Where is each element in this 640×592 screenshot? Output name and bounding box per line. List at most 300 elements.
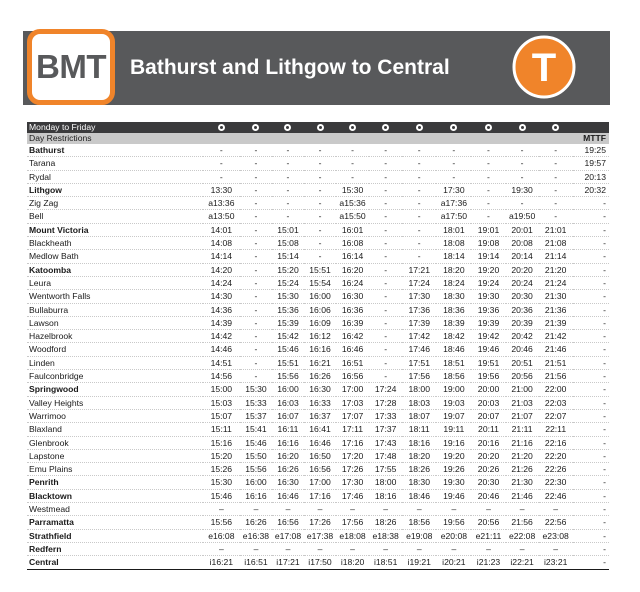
departure-time: 16:24 <box>336 276 369 289</box>
departure-time: 20:20 <box>471 449 505 462</box>
departure-time: - <box>240 316 272 329</box>
departure-time: 15:41 <box>240 423 272 436</box>
departure-time: 17:36 <box>402 303 436 316</box>
departure-time: 16:09 <box>304 316 336 329</box>
departure-time: - <box>336 144 369 157</box>
departure-time: - <box>402 170 436 183</box>
departure-time: 18:11 <box>402 423 436 436</box>
departure-time: - <box>369 170 402 183</box>
restriction-cell <box>402 133 436 144</box>
departure-time: 20:51 <box>506 356 539 369</box>
departure-time: – <box>539 503 573 516</box>
departure-time: 14:01 <box>203 223 240 236</box>
service-header <box>369 122 402 133</box>
departure-time: – <box>203 503 240 516</box>
departure-time: 15:20 <box>272 263 304 276</box>
departure-time: - <box>240 157 272 170</box>
departure-time: - <box>402 183 436 196</box>
departure-time: – <box>369 503 402 516</box>
departure-time: e18:38 <box>369 529 402 542</box>
departure-time: 19:51 <box>471 356 505 369</box>
wheelchair-accessible-icon <box>218 124 225 131</box>
departure-time: 18:42 <box>436 330 471 343</box>
departure-time: 16:33 <box>304 396 336 409</box>
departure-time: 17:30 <box>336 476 369 489</box>
departure-time: - <box>506 144 539 157</box>
station-row <box>27 316 609 329</box>
departure-time: - <box>304 170 336 183</box>
departure-time: 19:39 <box>471 316 505 329</box>
station-name: Lithgow <box>27 183 203 196</box>
departure-time: - <box>304 144 336 157</box>
departure-time: e21:11 <box>471 529 505 542</box>
station-name: Linden <box>27 356 203 369</box>
departure-time: 18:16 <box>369 489 402 502</box>
departure-time: – <box>304 542 336 555</box>
departure-time: - <box>471 170 505 183</box>
departure-time: 16:30 <box>304 383 336 396</box>
departure-time: 17:03 <box>336 396 369 409</box>
departure-time: 19:14 <box>471 250 505 263</box>
timetable <box>27 122 609 570</box>
departure-time: 15:26 <box>203 463 240 476</box>
departure-time: 21:39 <box>539 316 573 329</box>
departure-time: - <box>573 276 609 289</box>
departure-time: 21:20 <box>539 263 573 276</box>
departure-time: 15:30 <box>203 476 240 489</box>
station-name: Blaxland <box>27 423 203 436</box>
departure-time: 16:01 <box>336 223 369 236</box>
departure-time: i20:21 <box>436 556 471 569</box>
departure-time: 19:30 <box>471 290 505 303</box>
departure-time: 16:16 <box>272 436 304 449</box>
wheelchair-accessible-icon <box>485 124 492 131</box>
departure-time: 20:07 <box>471 409 505 422</box>
departure-time: - <box>369 316 402 329</box>
departure-time: 19:20 <box>436 449 471 462</box>
departure-time: - <box>272 157 304 170</box>
departure-time: – <box>506 503 539 516</box>
station-name: Katoomba <box>27 263 203 276</box>
departure-time: 18:08 <box>436 237 471 250</box>
departure-time: 15:11 <box>203 423 240 436</box>
departure-time: 19:08 <box>471 237 505 250</box>
departure-time: 21:07 <box>506 409 539 422</box>
departure-time: 15:56 <box>203 516 240 529</box>
departure-time: 16:14 <box>336 250 369 263</box>
departure-time: 15:36 <box>272 303 304 316</box>
departure-time: i18:51 <box>369 556 402 569</box>
departure-time: - <box>402 250 436 263</box>
departure-time: - <box>402 157 436 170</box>
departure-time: 20:32 <box>573 183 609 196</box>
departure-time: - <box>573 489 609 502</box>
departure-time: 18:07 <box>402 409 436 422</box>
departure-time: 18:26 <box>369 516 402 529</box>
departure-time: 16:37 <box>304 409 336 422</box>
departure-time: - <box>369 343 402 356</box>
departure-time: - <box>573 476 609 489</box>
departure-time: – <box>272 542 304 555</box>
departure-time: 18:20 <box>402 449 436 462</box>
departure-time: 18:39 <box>436 316 471 329</box>
departure-time: - <box>203 170 240 183</box>
departure-time: - <box>369 303 402 316</box>
restriction-cell <box>336 133 369 144</box>
departure-time: 16:16 <box>240 489 272 502</box>
station-row <box>27 343 609 356</box>
station-name: Penrith <box>27 476 203 489</box>
departure-time: 19:30 <box>436 476 471 489</box>
departure-time: 21:14 <box>539 250 573 263</box>
departure-time: 21:36 <box>539 303 573 316</box>
departure-time: 15:50 <box>240 449 272 462</box>
station-row <box>27 183 609 196</box>
departure-time: - <box>240 183 272 196</box>
departure-time: – <box>336 503 369 516</box>
station-row <box>27 396 609 409</box>
departure-time: 16:26 <box>304 370 336 383</box>
departure-time: - <box>304 183 336 196</box>
departure-time: 15:07 <box>203 409 240 422</box>
departure-time: – <box>436 503 471 516</box>
departure-time: 16:12 <box>304 330 336 343</box>
departure-time: i16:51 <box>240 556 272 569</box>
departure-time: – <box>402 503 436 516</box>
station-row <box>27 223 609 236</box>
departure-time: - <box>573 263 609 276</box>
departure-time: 20:56 <box>506 370 539 383</box>
departure-time: 14:24 <box>203 276 240 289</box>
station-row <box>27 529 609 542</box>
station-row <box>27 463 609 476</box>
departure-time: 19:07 <box>436 409 471 422</box>
departure-time: - <box>573 423 609 436</box>
departure-time: - <box>573 343 609 356</box>
departure-time: 17:21 <box>402 263 436 276</box>
departure-time: - <box>539 210 573 223</box>
station-row <box>27 409 609 422</box>
departure-time: - <box>336 157 369 170</box>
departure-time: 20:36 <box>506 303 539 316</box>
departure-time: 19:56 <box>471 370 505 383</box>
station-name: Central <box>27 556 203 569</box>
departure-time: - <box>539 170 573 183</box>
departure-time: - <box>573 503 609 516</box>
departure-time: - <box>304 250 336 263</box>
station-name: Valley Heights <box>27 396 203 409</box>
departure-time: 14:42 <box>203 330 240 343</box>
departure-time: - <box>369 263 402 276</box>
departure-time: 18:00 <box>402 383 436 396</box>
page-title: Bathurst and Lithgow to Central <box>130 56 450 79</box>
departure-time: - <box>506 197 539 210</box>
station-row <box>27 436 609 449</box>
departure-time: - <box>240 170 272 183</box>
departure-time: 18:51 <box>436 356 471 369</box>
departure-time: 18:01 <box>436 223 471 236</box>
departure-time: 20:30 <box>471 476 505 489</box>
station-name: Strathfield <box>27 529 203 542</box>
logo-text: BMT <box>36 48 106 85</box>
departure-time: 18:56 <box>436 370 471 383</box>
departure-time: 18:24 <box>436 276 471 289</box>
wheelchair-accessible-icon <box>349 124 356 131</box>
departure-time: - <box>402 237 436 250</box>
departure-time: - <box>471 210 505 223</box>
departure-time: - <box>203 144 240 157</box>
station-row <box>27 503 609 516</box>
wheelchair-accessible-icon <box>519 124 526 131</box>
departure-time: - <box>272 183 304 196</box>
station-name: Warrimoo <box>27 409 203 422</box>
departure-time: a13:50 <box>203 210 240 223</box>
departure-time: - <box>304 210 336 223</box>
departure-time: - <box>369 210 402 223</box>
departure-time: - <box>369 157 402 170</box>
departure-time: e17:38 <box>304 529 336 542</box>
departure-time: 19:56 <box>436 516 471 529</box>
departure-time: 16:20 <box>336 263 369 276</box>
departure-time: - <box>304 223 336 236</box>
departure-time: - <box>272 170 304 183</box>
departure-time: – <box>304 503 336 516</box>
wheelchair-accessible-icon <box>252 124 259 131</box>
departure-time: 15:46 <box>272 343 304 356</box>
service-header <box>506 122 539 133</box>
departure-time: - <box>471 144 505 157</box>
departure-time: - <box>573 556 609 569</box>
station-row <box>27 303 609 316</box>
departure-time: 17:56 <box>402 370 436 383</box>
departure-time: 17:30 <box>402 290 436 303</box>
departure-time: 15:01 <box>272 223 304 236</box>
departure-time: 20:39 <box>506 316 539 329</box>
wheelchair-accessible-icon <box>552 124 559 131</box>
departure-time: 18:03 <box>402 396 436 409</box>
departure-time: 18:30 <box>402 476 436 489</box>
departure-time: - <box>240 290 272 303</box>
departure-time: 19:24 <box>471 276 505 289</box>
departure-time: 17:28 <box>369 396 402 409</box>
service-header <box>402 122 436 133</box>
departure-time: 17:55 <box>369 463 402 476</box>
departure-time: 19:00 <box>436 383 471 396</box>
service-header <box>573 122 609 133</box>
departure-time: - <box>573 409 609 422</box>
departure-time: i23:21 <box>539 556 573 569</box>
departure-time: – <box>471 542 505 555</box>
departure-time: - <box>240 223 272 236</box>
departure-time: - <box>304 197 336 210</box>
departure-time: 18:30 <box>436 290 471 303</box>
departure-time: 16:06 <box>304 303 336 316</box>
departure-time: 17:56 <box>336 516 369 529</box>
departure-time: - <box>539 157 573 170</box>
departure-time: 16:46 <box>336 343 369 356</box>
departure-time: - <box>369 183 402 196</box>
departure-time: i19:21 <box>402 556 436 569</box>
departure-time: 16:00 <box>272 383 304 396</box>
departure-time: 17:26 <box>336 463 369 476</box>
departure-time: - <box>471 197 505 210</box>
departure-time: 21:26 <box>506 463 539 476</box>
station-name: Medlow Bath <box>27 250 203 263</box>
departure-time: 18:14 <box>436 250 471 263</box>
departure-time: 15:03 <box>203 396 240 409</box>
trains-t-logo-icon <box>512 35 576 99</box>
departure-time: 22:03 <box>539 396 573 409</box>
station-name: Tarana <box>27 157 203 170</box>
departure-time: – <box>369 542 402 555</box>
restriction-cell <box>506 133 539 144</box>
station-name: Lawson <box>27 316 203 329</box>
departure-time: e20:08 <box>436 529 471 542</box>
departure-time: 16:30 <box>272 476 304 489</box>
departure-time: 17:46 <box>402 343 436 356</box>
departure-time: a19:50 <box>506 210 539 223</box>
departure-time: - <box>573 436 609 449</box>
departure-time: 21:46 <box>506 489 539 502</box>
departure-time: - <box>369 250 402 263</box>
departure-time: 17:37 <box>369 423 402 436</box>
station-row <box>27 290 609 303</box>
departure-time: 15:30 <box>272 290 304 303</box>
departure-time: 15:24 <box>272 276 304 289</box>
departure-time: 16:08 <box>336 237 369 250</box>
departure-time: - <box>471 183 505 196</box>
departure-time: - <box>573 383 609 396</box>
service-header <box>336 122 369 133</box>
departure-time: 16:16 <box>304 343 336 356</box>
restriction-cell <box>272 133 304 144</box>
departure-time: - <box>402 144 436 157</box>
departure-time: - <box>369 370 402 383</box>
departure-time: 21:30 <box>506 476 539 489</box>
departure-time: - <box>369 144 402 157</box>
departure-time: a17:50 <box>436 210 471 223</box>
departure-time: - <box>573 529 609 542</box>
departure-time: 15:54 <box>304 276 336 289</box>
station-name: Rydal <box>27 170 203 183</box>
departure-time: 16:20 <box>272 449 304 462</box>
service-header <box>471 122 505 133</box>
departure-time: - <box>573 449 609 462</box>
departure-time: 17:42 <box>402 330 436 343</box>
departure-time: - <box>539 197 573 210</box>
departure-time: i17:21 <box>272 556 304 569</box>
departure-time: 22:56 <box>539 516 573 529</box>
departure-time: – <box>272 503 304 516</box>
departure-time: 20:01 <box>506 223 539 236</box>
departure-time: - <box>539 144 573 157</box>
departure-time: 14:08 <box>203 237 240 250</box>
departure-time: 16:26 <box>240 516 272 529</box>
departure-time: 17:39 <box>402 316 436 329</box>
departure-time: 17:48 <box>369 449 402 462</box>
departure-time: 20:30 <box>506 290 539 303</box>
station-row <box>27 516 609 529</box>
departure-time: 20:13 <box>573 170 609 183</box>
station-row <box>27 356 609 369</box>
departure-time: 21:24 <box>539 276 573 289</box>
departure-time: - <box>573 237 609 250</box>
departure-time: 22:07 <box>539 409 573 422</box>
service-header <box>240 122 272 133</box>
departure-time: e16:08 <box>203 529 240 542</box>
departure-time: - <box>402 223 436 236</box>
departure-time: 20:08 <box>506 237 539 250</box>
departure-time: - <box>272 210 304 223</box>
station-name: Westmead <box>27 503 203 516</box>
station-name: Emu Plains <box>27 463 203 476</box>
departure-time: 19:11 <box>436 423 471 436</box>
departure-time: 21:42 <box>539 330 573 343</box>
departure-time: 17:51 <box>402 356 436 369</box>
departure-time: 19:30 <box>506 183 539 196</box>
departure-time: 13:30 <box>203 183 240 196</box>
departure-time: - <box>369 356 402 369</box>
station-name: Bullaburra <box>27 303 203 316</box>
departure-time: 17:46 <box>336 489 369 502</box>
restriction-cell <box>203 133 240 144</box>
departure-time: 20:20 <box>506 263 539 276</box>
departure-time: – <box>203 542 240 555</box>
departure-time: 19:26 <box>436 463 471 476</box>
departure-time: 18:46 <box>402 489 436 502</box>
departure-time: 16:46 <box>272 489 304 502</box>
departure-time: 16:03 <box>272 396 304 409</box>
departure-time: 17:16 <box>304 489 336 502</box>
departure-time: - <box>272 197 304 210</box>
departure-time: 21:08 <box>539 237 573 250</box>
departure-time: 21:00 <box>506 383 539 396</box>
departure-time: 21:16 <box>506 436 539 449</box>
departure-time: – <box>402 542 436 555</box>
departure-time: - <box>573 197 609 210</box>
service-header <box>272 122 304 133</box>
departure-time: 20:11 <box>471 423 505 436</box>
departure-time: - <box>272 144 304 157</box>
departure-time: e23:08 <box>539 529 573 542</box>
departure-time: 22:11 <box>539 423 573 436</box>
station-row <box>27 383 609 396</box>
departure-time: 15:00 <box>203 383 240 396</box>
departure-time: - <box>573 290 609 303</box>
departure-time: 16:36 <box>336 303 369 316</box>
departure-time: - <box>402 210 436 223</box>
departure-time: 21:20 <box>506 449 539 462</box>
departure-time: - <box>240 144 272 157</box>
departure-time: 15:51 <box>304 263 336 276</box>
departure-time: a13:36 <box>203 197 240 210</box>
restriction-cell <box>369 133 402 144</box>
restrictions-row <box>27 133 609 144</box>
departure-time: 15:08 <box>272 237 304 250</box>
departure-time: 20:24 <box>506 276 539 289</box>
departure-time: – <box>240 542 272 555</box>
departure-time: 14:30 <box>203 290 240 303</box>
departure-time: - <box>573 396 609 409</box>
departure-time: 18:26 <box>402 463 436 476</box>
station-row <box>27 556 609 569</box>
departure-time: i16:21 <box>203 556 240 569</box>
service-header <box>203 122 240 133</box>
departure-time: 15:14 <box>272 250 304 263</box>
departure-time: 17:24 <box>402 276 436 289</box>
departure-time: 18:00 <box>369 476 402 489</box>
restriction-cell <box>471 133 505 144</box>
